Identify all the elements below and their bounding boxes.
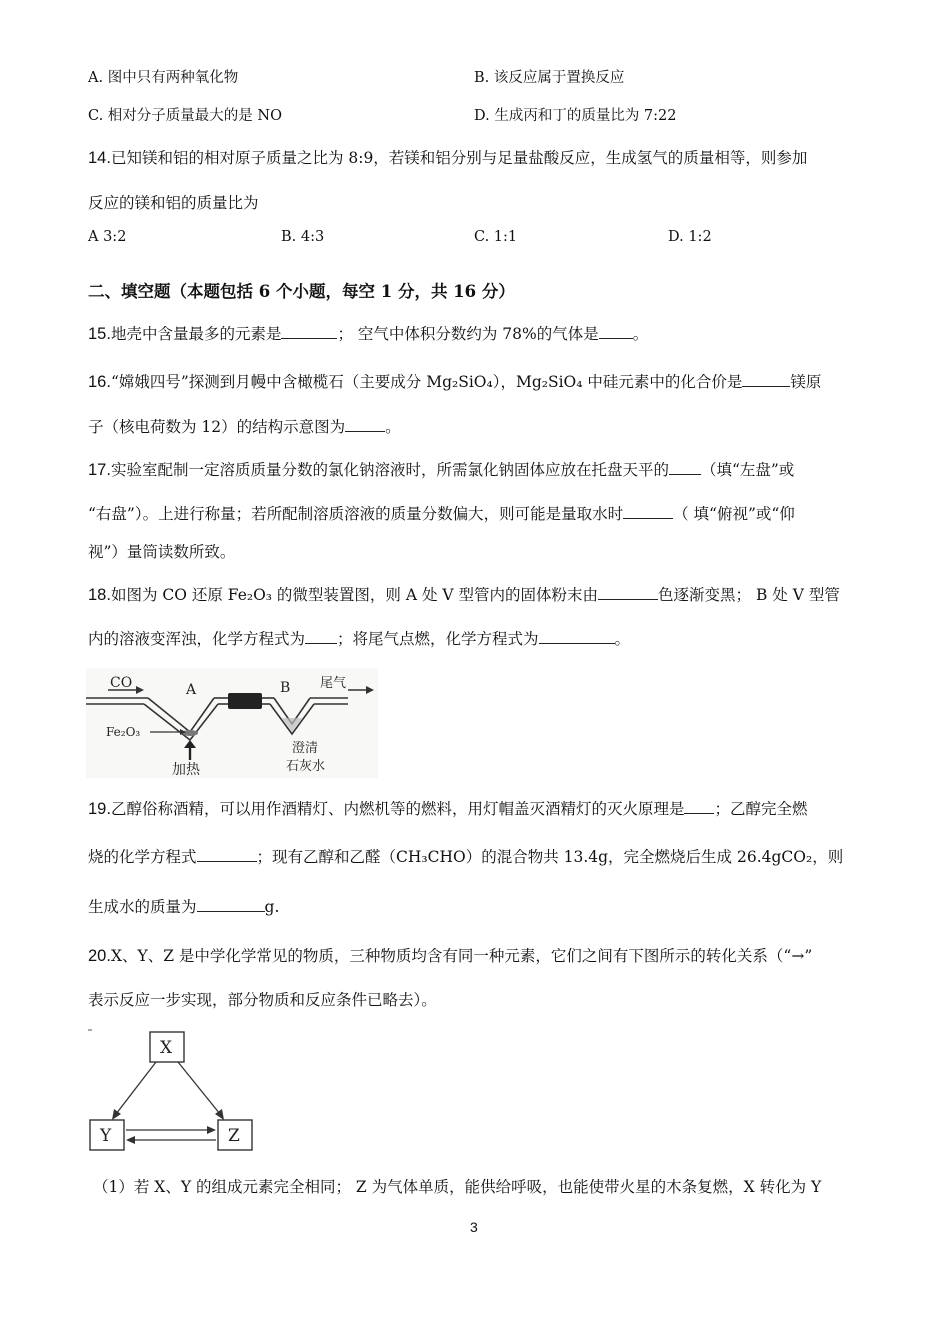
q13-option-d: D. 生成丙和丁的质量比为 7:22 [474, 108, 677, 124]
fig-label-heat: 加热 [172, 762, 200, 778]
fig-label-b: B [280, 680, 291, 696]
q19-line3: 生成水的质量为 g. [88, 898, 280, 916]
q18-line1: 18.如图为 CO 还原 Fe₂O₃ 的微型装置图，则 A 处 V 型管内的固体粉末由 色逐渐变黑； B 处 V 型管 [88, 586, 840, 604]
q16-line1: 16.“嫦娥四号”探测到月幔中含橄榄石（主要成分 Mg₂SiO₄），Mg₂SiO₄ 中硅元素中的化合价是 镁原 [88, 373, 822, 391]
q17-line3: 视”）量筒读数所致。 [88, 543, 236, 561]
answer-blank[interactable] [598, 585, 658, 600]
q14-option-d: D. 1:2 [668, 229, 712, 245]
q14-number: 14. [88, 149, 111, 167]
q14-line2: 反应的镁和铝的质量比为 [88, 194, 259, 212]
q20-line2: 表示反应一步实现，部分物质和反应条件已略去）。 [88, 991, 437, 1009]
q20-line1: 20.X、Y、Z 是中学化学常见的物质，三种物质均含有同一种元素，它们之间有下图所示的转化关系（“→” [88, 947, 813, 965]
q15: 15.地壳中含量最多的元素是 ； 空气中体积分数约为 78%的气体是 。 [88, 325, 649, 343]
q20-sub1: （1）若 X、Y 的组成元素完全相同； Z 为气体单质，能供给呼吸，也能使带火星的木条复燃，X 转化为 Y [93, 1178, 822, 1196]
q14-option-c: C. 1:1 [474, 229, 518, 245]
fig-label-fe2o3: Fe₂O₃ [106, 725, 141, 739]
answer-blank[interactable] [281, 324, 337, 339]
q17-line2: “右盘”）。上进行称量；若所配制溶质溶液的质量分数偏大，则可能是量取水时 （ 填“俯视”或“仰 [88, 505, 795, 523]
answer-blank[interactable] [345, 417, 385, 432]
q13-option-a: A. 图中只有两种氧化物 [88, 70, 239, 86]
fig-node-y: Y [100, 1126, 112, 1146]
answer-blank[interactable] [197, 847, 257, 862]
xyz-conversion-diagram [86, 1026, 256, 1154]
q14-option-a: A 3:2 [88, 229, 127, 245]
q19-line1: 19.乙醇俗称酒精，可以用作酒精灯、内燃机等的燃料，用灯帽盖灭酒精灯的灭火原理是 ；乙醇完全燃 [88, 800, 808, 818]
co-reduction-apparatus-figure [86, 668, 378, 778]
q13-option-b: B. 该反应属于置换反应 [474, 70, 625, 86]
answer-blank[interactable] [623, 504, 673, 519]
fig-node-z: Z [228, 1126, 240, 1146]
q18-line2: 内的溶液变浑浊，化学方程式为 ；将尾气点燃，化学方程式为 。 [88, 630, 631, 648]
section-title: 二、填空题（本题包括 6 个小题，每空 1 分，共 16 分） [88, 282, 515, 301]
q19-line2: 烧的化学方程式 ；现有乙醇和乙醛（CH₃CHO）的混合物共 13.4g，完全燃烧后生成 26.4gCO₂，则 [88, 848, 844, 866]
page-number: 3 [470, 1219, 478, 1235]
fig-node-x: X [160, 1038, 173, 1058]
answer-blank[interactable] [197, 897, 265, 912]
q14-line1: 14.已知镁和铝的相对原子质量之比为 8:9，若镁和铝分别与足量盐酸反应，生成氢气的质量相等，则参加 [88, 149, 808, 167]
fig-label-co: CO [110, 675, 133, 691]
fig-label-a: A [186, 682, 197, 698]
answer-blank[interactable] [684, 799, 714, 814]
answer-blank[interactable] [599, 324, 633, 339]
q16-line2: 子（核电荷数为 12）的结构示意图为 。 [88, 418, 401, 436]
q17-line1: 17.实验室配制一定溶质质量分数的氯化钠溶液时，所需氯化钠固体应放在托盘天平的 （填“左盘”或 [88, 461, 795, 479]
answer-blank[interactable] [305, 629, 337, 644]
answer-blank[interactable] [742, 372, 790, 387]
fig-label-lime1: 澄清 [292, 741, 319, 756]
fig-label-tail: 尾气 [320, 676, 347, 691]
q13-option-c: C. 相对分子质量最大的是 NO [88, 108, 282, 124]
fig-label-lime2: 石灰水 [286, 759, 326, 774]
q14-option-b: B. 4:3 [281, 229, 325, 245]
answer-blank[interactable] [539, 629, 615, 644]
answer-blank[interactable] [669, 460, 701, 475]
